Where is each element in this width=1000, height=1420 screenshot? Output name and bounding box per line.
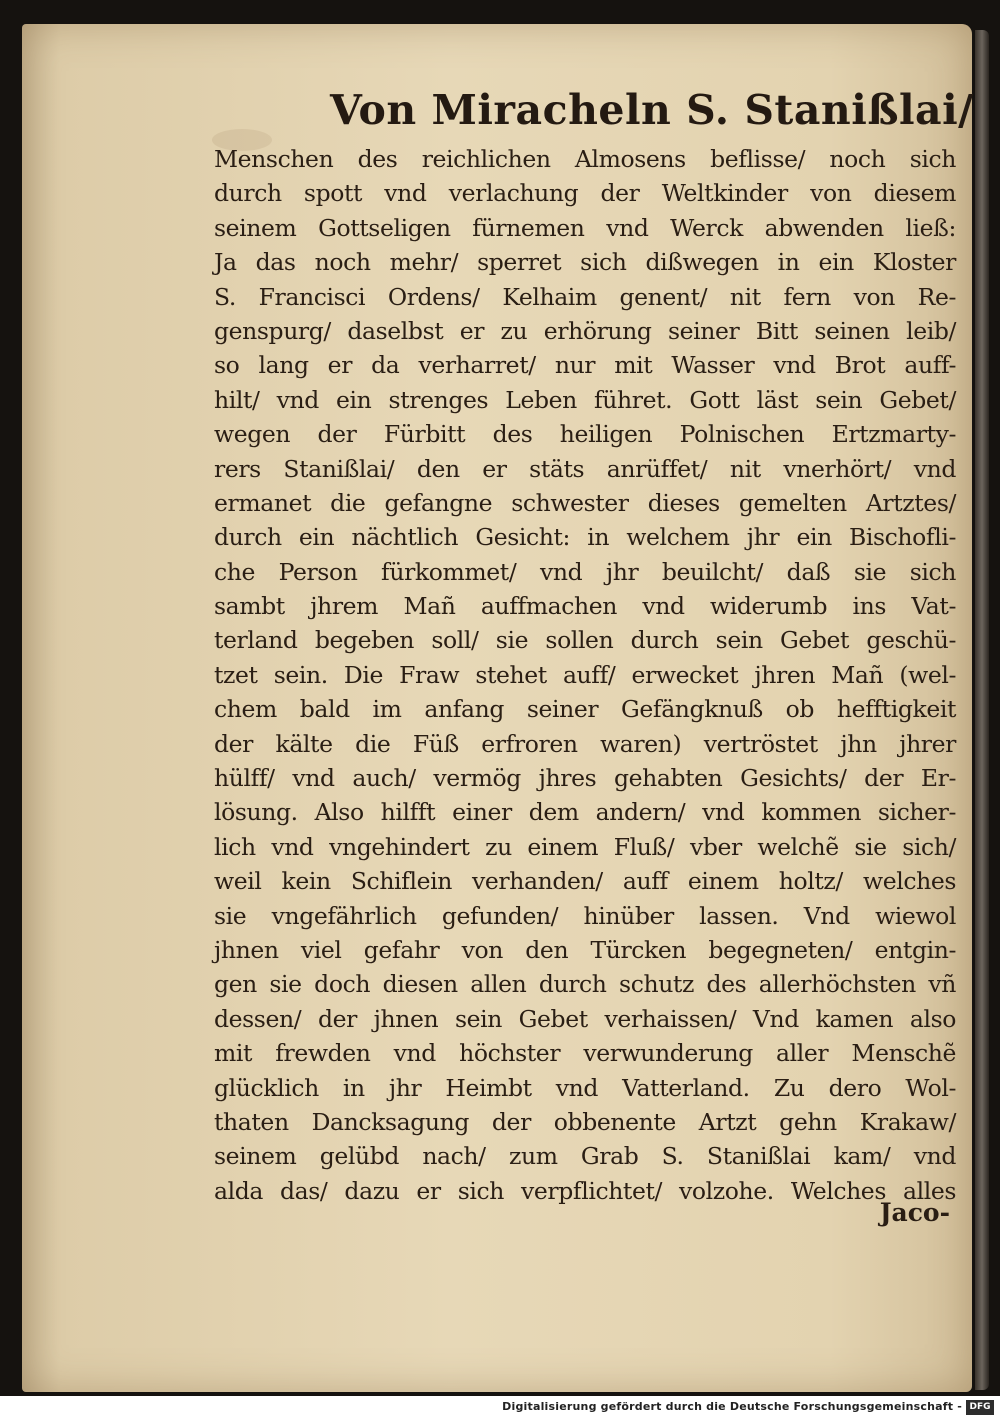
text-line: Ja das noch mehr/ sperret sich dißwegen in ein Kloster — [214, 248, 956, 277]
text-line: ermanet die gefangne schwester dieses gemelten Artztes/ — [214, 488, 956, 517]
book-spine-edge — [975, 30, 989, 1390]
text-line: sambt jhrem Mañ auffmachen vnd widerumb ins Vat- — [214, 592, 956, 621]
text-line: seinem gelübd nach/ zum Grab S. Stanißlai kam/ vnd — [214, 1142, 956, 1171]
funding-credit: Digitalisierung gefördert durch die Deutsche Forschungsgemeinschaft - — [502, 1400, 962, 1413]
text-line: durch ein nächtlich Gesicht: in welchem jhr ein Bischofli- — [214, 523, 956, 552]
text-line: glücklich in jhr Heimbt vnd Vatterland. Zu dero Wol- — [214, 1073, 956, 1102]
text-line: thaten Dancksagung der obbenente Artzt gehn Krakaw/ — [214, 1107, 956, 1136]
dfg-logo-icon: DFG — [966, 1400, 994, 1415]
text-line: hülff/ vnd auch/ vermög jhres gehabten Gesichts/ der Er- — [214, 764, 956, 793]
text-line: lich vnd vngehindert zu einem Fluß/ vber welchẽ sie sich/ — [214, 832, 956, 861]
text-line: tzet sein. Die Fraw stehet auff/ erwecket jhren Mañ (wel- — [214, 660, 956, 689]
text-line: weil kein Schiflein verhanden/ auff einem holtz/ welches — [214, 867, 956, 896]
catchword: Jaco- — [879, 1198, 950, 1227]
text-line: durch spott vnd verlachung der Weltkinder von diesem — [214, 179, 956, 208]
body-text — [214, 142, 956, 1208]
text-line: jhnen viel gefahr von den Türcken begegneten/ entgin- — [214, 935, 956, 964]
text-line: sie vngefährlich gefunden/ hinüber lassen. Vnd wiewol — [214, 901, 956, 930]
running-head: Von Miracheln S. Stanißlai/ — [330, 86, 974, 134]
text-line: so lang er da verharret/ nur mit Wasser vnd Brot auff- — [214, 351, 956, 380]
text-line: dessen/ der jhnen sein Gebet verhaissen/ Vnd kamen also — [214, 1004, 956, 1033]
text-line: terland begeben soll/ sie sollen durch sein Gebet geschü- — [214, 626, 956, 655]
footer-bar — [0, 1396, 1000, 1420]
text-line: der kälte die Füß erfroren waren) vertröstet jhn jhrer — [214, 729, 956, 758]
text-line: Menschen des reichlichen Almosens beflisse/ noch sich — [214, 145, 956, 173]
text-line: rers Stanißlai/ den er stäts anrüffet/ nit vnerhört/ vnd — [214, 454, 956, 483]
text-line: hilt/ vnd ein strenges Leben führet. Gott läst sein Gebet/ — [214, 385, 956, 414]
text-line: alda das/ dazu er sich verpflichtet/ volzohe. Welches alles — [214, 1176, 956, 1205]
text-line: lösung. Also hilfft einer dem andern/ vnd kommen sicher- — [214, 798, 956, 827]
text-line: chem bald im anfang seiner Gefängknuß ob hefftigkeit — [214, 695, 956, 724]
text-line: seinem Gottseligen fürnemen vnd Werck abwenden ließ: — [214, 213, 956, 242]
text-line: mit frewden vnd höchster verwunderung aller Menschẽ — [214, 1039, 956, 1068]
text-line: genspurg/ daselbst er zu erhörung seiner Bitt seinen leib/ — [214, 316, 956, 345]
text-line: che Person fürkommet/ vnd jhr beuilcht/ daß sie sich — [214, 557, 956, 586]
text-line: S. Francisci Ordens/ Kelhaim genent/ nit fern von Re- — [214, 282, 956, 311]
text-line: wegen der Fürbitt des heiligen Polnischen Ertzmarty- — [214, 420, 956, 449]
text-line: gen sie doch diesen allen durch schutz des allerhöchsten vñ — [214, 970, 956, 999]
